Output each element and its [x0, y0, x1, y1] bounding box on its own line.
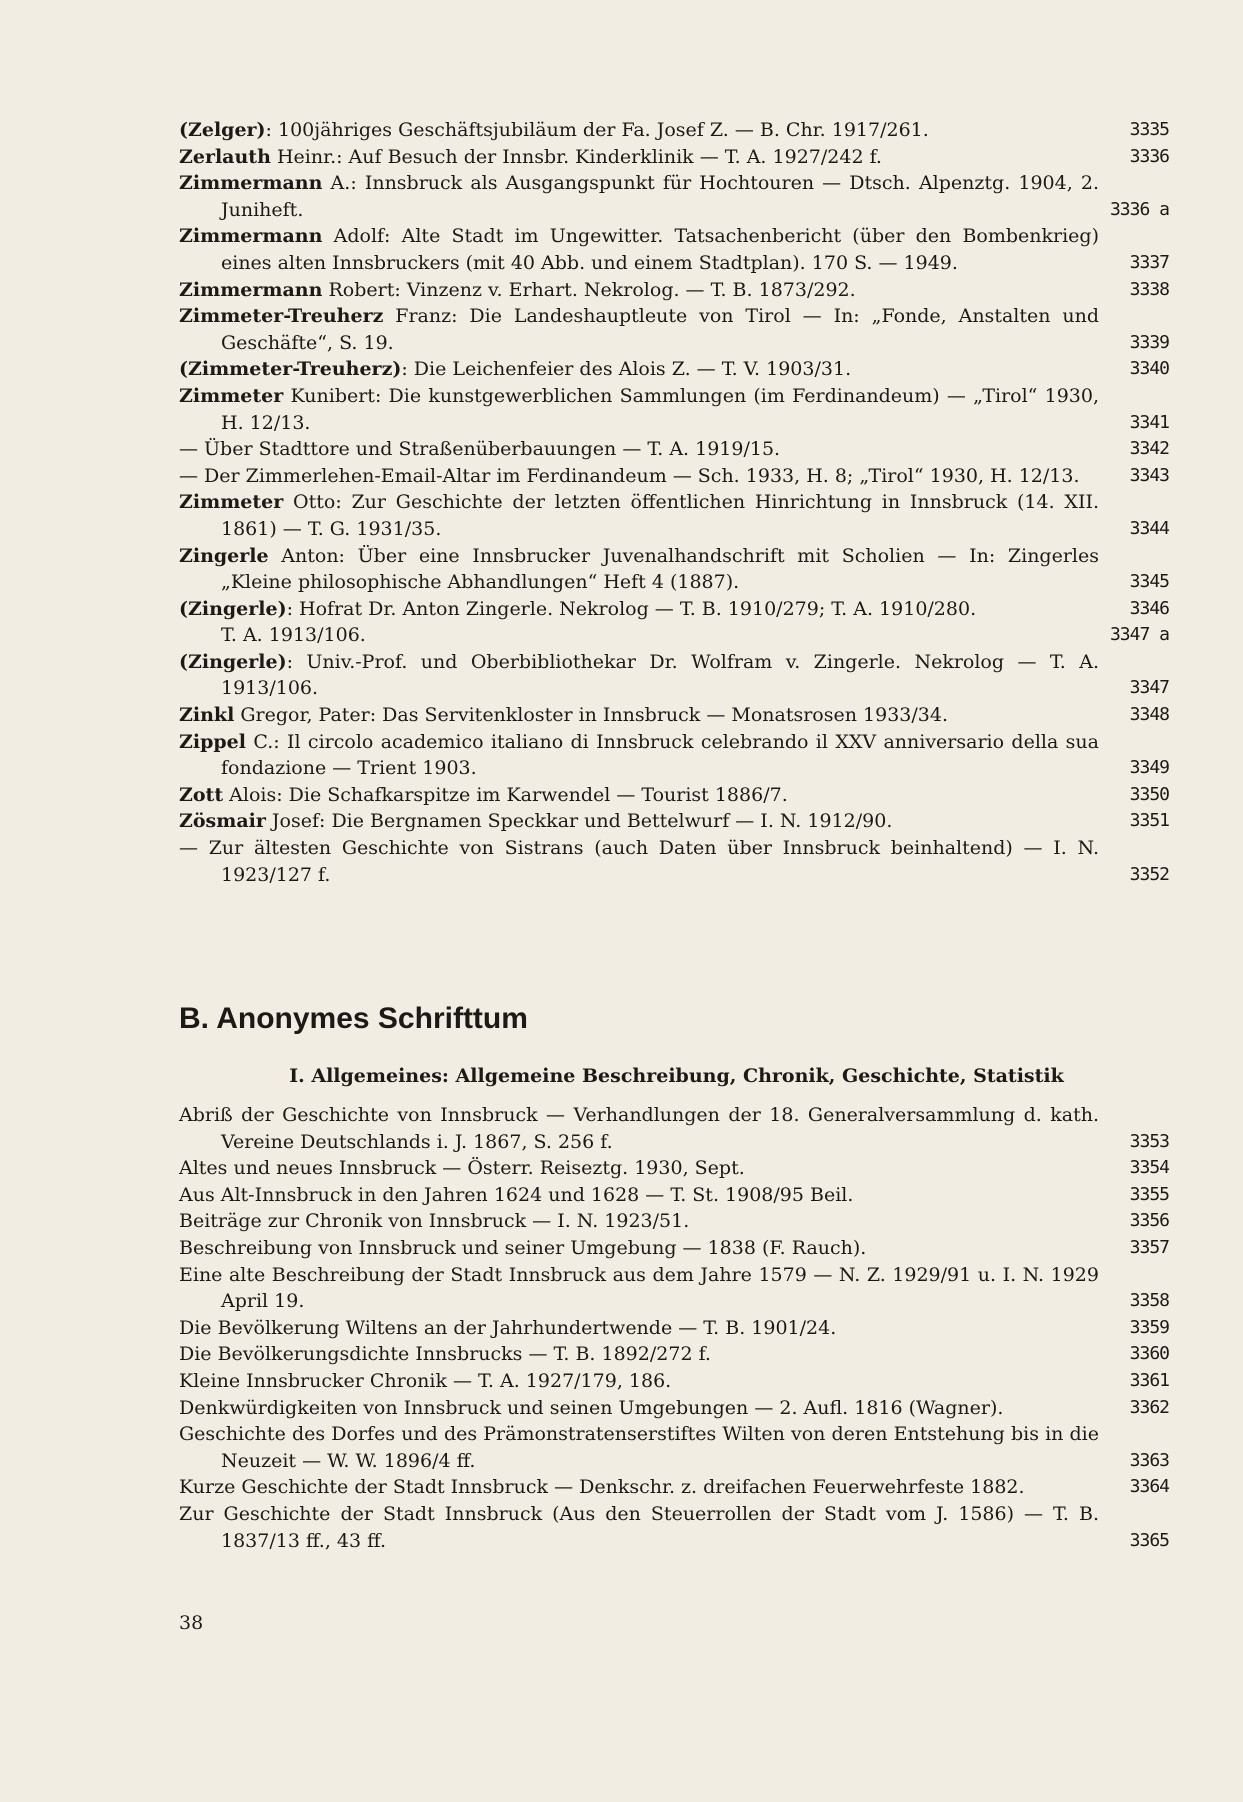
entry-text: Anton: Über eine Innsbrucker Juvenalhandschrift mit Scholien — In: Zingerles „Kleine philosophische Abhandlungen“ Heft 4 (1887).	[221, 544, 1099, 594]
entry-number: 3351	[1129, 810, 1169, 832]
entry-text: Otto: Zur Geschichte der letzten öffentlichen Hinrichtung in Innsbruck (14. XII. 1861) — T. G. 1931/35.	[221, 491, 1099, 540]
bibliography-entry	[179, 436, 1169, 463]
bibliography-entry	[179, 489, 1169, 542]
page-number: 38	[179, 1612, 204, 1634]
entry-text: Die Bevölkerungsdichte Innsbrucks — T. B. 1892/272 f.	[179, 1343, 711, 1366]
entry-author: Zippel	[179, 730, 246, 753]
entry-number: 3362	[1129, 1396, 1169, 1418]
bibliography-entry	[179, 835, 1169, 888]
entry-number: 3340	[1129, 358, 1169, 380]
bibliography-entry	[179, 1368, 1169, 1395]
bibliography-entry	[179, 808, 1169, 835]
entry-number: 3341	[1129, 411, 1169, 433]
entry-number: 3347	[1129, 677, 1169, 699]
entry-number: 3350	[1129, 783, 1169, 805]
entry-text: Eine alte Beschreibung der Stadt Innsbruck aus dem Jahre 1579 — N. Z. 1929/91 u. I. N. 1929 April 19.	[179, 1263, 1099, 1313]
bibliography-entry	[179, 622, 1169, 649]
bibliography-entry	[179, 1501, 1169, 1554]
entry-text: Gregor, Pater: Das Servitenkloster in Innsbruck — Monatsrosen 1933/34.	[234, 704, 948, 727]
bibliography-entry	[179, 782, 1169, 809]
entry-text: : Die Leichenfeier des Alois Z. — T. V. 1903/31.	[401, 358, 852, 381]
bibliography-list-anonymous	[179, 1102, 1169, 1554]
bibliography-list-personal	[179, 117, 1169, 888]
entry-number: 3349	[1129, 757, 1169, 779]
entry-number: 3356	[1129, 1210, 1169, 1232]
entry-number: 3353	[1129, 1130, 1169, 1152]
entry-author: Zimmermann	[179, 278, 323, 301]
entry-text: Kurze Geschichte der Stadt Innsbruck — Denkschr. z. dreifachen Feuerwehrfeste 1882.	[179, 1476, 1025, 1499]
entry-text: : Univ.-Prof. und Oberbibliothekar Dr. Wolfram v. Zingerle. Nekrolog — T. A. 1913/106.	[221, 650, 1099, 700]
entry-text: Altes und neues Innsbruck — Österr. Reiseztg. 1930, Sept.	[179, 1157, 745, 1180]
entry-author: Zimmeter-Treuherz	[179, 305, 384, 328]
entry-text: Josef: Die Bergnamen Speckkar und Bettelwurf — I. N. 1912/90.	[265, 810, 893, 833]
entry-number: 3337	[1129, 251, 1169, 273]
entry-text: Alois: Die Schafkarspitze im Karwendel — Tourist 1886/7.	[223, 783, 788, 806]
entry-text: Beiträge zur Chronik von Innsbruck — I. N. 1923/51.	[179, 1210, 690, 1233]
entry-text: Kunibert: Die kunstgewerblichen Sammlungen (im Ferdinandeum) — „Tirol“ 1930, H. 12/13.	[221, 384, 1099, 434]
entry-text: T. A. 1913/106.	[221, 624, 366, 647]
bibliography-entry	[179, 649, 1169, 702]
entry-author: Zimmermann	[179, 172, 323, 195]
entry-text: Robert: Vinzenz v. Erhart. Nekrolog. — T. B. 1873/292.	[322, 278, 856, 301]
entry-text: A.: Innsbruck als Ausgangspunkt für Hochtouren — Dtsch. Alpenztg. 1904, 2. Juniheft.	[221, 172, 1099, 221]
entry-author: Zingerle	[179, 544, 269, 567]
entry-text: : Hofrat Dr. Anton Zingerle. Nekrolog — T. B. 1910/279; T. A. 1910/280.	[286, 597, 977, 620]
entry-text: — Über Stadttore und Straßenüberbauungen — T. A. 1919/15.	[179, 438, 781, 461]
entry-number: 3359	[1129, 1316, 1169, 1338]
entry-author: Zott	[179, 783, 224, 806]
entry-author: Zösmair	[179, 810, 266, 833]
entry-number: 3364	[1129, 1476, 1169, 1498]
entry-text: Zur Geschichte der Stadt Innsbruck (Aus den Steuerrollen der Stadt vom J. 1586) — T. B. 1837/13 ff., 43 ff.	[179, 1502, 1099, 1552]
entry-author: (Zimmeter-Treuherz)	[179, 358, 402, 381]
bibliography-entry	[179, 1182, 1169, 1209]
entry-author: (Zingerle)	[179, 597, 287, 620]
entry-author: (Zelger)	[179, 119, 266, 141]
bibliography-entry	[179, 1395, 1169, 1422]
bibliography-entry	[179, 223, 1169, 276]
entry-text: Franz: Die Landeshauptleute von Tirol — In: „Fonde, Anstalten und Geschäfte“, S. 19.	[221, 305, 1099, 354]
bibliography-entry	[179, 144, 1169, 171]
entry-text: Abriß der Geschichte von Innsbruck — Verhandlungen der 18. Generalversammlung d. kath. Vereine Deutschlands i. J. 1867, S. 256 f.	[179, 1104, 1099, 1153]
entry-number: 3336	[1129, 145, 1169, 167]
entry-number: 3352	[1129, 863, 1169, 885]
entry-author: Zerlauth	[179, 145, 271, 168]
entry-number: 3357	[1129, 1236, 1169, 1258]
entry-author: Zimmeter	[179, 384, 284, 407]
entry-number: 3365	[1129, 1529, 1169, 1551]
bibliography-entry	[179, 303, 1169, 356]
bibliography-entry	[179, 543, 1169, 596]
entry-number: 3342	[1129, 438, 1169, 460]
entry-author: Zinkl	[179, 704, 235, 727]
entry-number: 3339	[1129, 331, 1169, 353]
entry-text: Kleine Innsbrucker Chronik — T. A. 1927/179, 186.	[179, 1369, 672, 1392]
entry-number: 3354	[1129, 1157, 1169, 1179]
entry-text: Die Bevölkerung Wiltens an der Jahrhundertwende — T. B. 1901/24.	[179, 1316, 837, 1339]
entry-number: 3363	[1129, 1449, 1169, 1471]
entry-text: — Der Zimmerlehen-Email-Altar im Ferdinandeum — Sch. 1933, H. 8; „Tirol“ 1930, H. 12/13.	[179, 464, 1080, 487]
bibliography-entry	[179, 463, 1169, 490]
section-title: B. Anonymes Schrifttum	[179, 1002, 528, 1035]
bibliography-entry	[179, 702, 1169, 729]
entry-number: 3358	[1129, 1290, 1169, 1312]
entry-text: Denkwürdigkeiten von Innsbruck und seinen Umgebungen — 2. Aufl. 1816 (Wagner).	[179, 1396, 1004, 1419]
entry-text: C.: Il circolo academico italiano di Innsbruck celebrando il XXV anniversario della sua fondazione — Trient 1903.	[221, 730, 1099, 780]
entry-number: 3344	[1129, 517, 1169, 539]
bibliography-entry	[179, 1235, 1169, 1262]
bibliography-entry	[179, 1341, 1169, 1368]
entry-text: Geschichte des Dorfes und des Prämonstratenserstiftes Wilten von deren Entstehung bis in die Neuzeit — W. W. 1896/4 ff.	[179, 1423, 1099, 1472]
entry-number: 3343	[1129, 464, 1169, 486]
entry-text: : 100jähriges Geschäftsjubiläum der Fa. Josef Z. — B. Chr. 1917/261.	[265, 119, 929, 141]
bibliography-entry	[179, 596, 1169, 623]
entry-text: Aus Alt-Innsbruck in den Jahren 1624 und 1628 — T. St. 1908/95 Beil.	[179, 1183, 854, 1206]
entry-author: Zimmermann	[179, 225, 323, 248]
entry-text: Beschreibung von Innsbruck und seiner Umgebung — 1838 (F. Rauch).	[179, 1236, 867, 1259]
entry-text: — Zur ältesten Geschichte von Sistrans (auch Daten über Innsbruck beinhaltend) — I. N. 1923/127 f.	[179, 837, 1099, 886]
entry-number: 3360	[1129, 1343, 1169, 1365]
bibliography-entry	[179, 1474, 1169, 1501]
entry-text: Adolf: Alte Stadt im Ungewitter. Tatsachenbericht (über den Bombenkrieg) eines alten Innsbruckers (mit 40 Abb. und einem Stadtplan). 170 S. — 1949.	[221, 225, 1099, 274]
bibliography-entry	[179, 1421, 1169, 1474]
bibliography-entry	[179, 1102, 1169, 1155]
entry-author: (Zingerle)	[179, 650, 287, 673]
bibliography-entry	[179, 1315, 1169, 1342]
entry-number: 3347 a	[1109, 624, 1169, 646]
bibliography-entry	[179, 277, 1169, 304]
entry-number: 3355	[1129, 1183, 1169, 1205]
bibliography-entry	[179, 383, 1169, 436]
bibliography-entry	[179, 1155, 1169, 1182]
entry-text: Heinr.: Auf Besuch der Innsbr. Kinderklinik — T. A. 1927/242 f.	[270, 145, 882, 168]
bibliography-entry	[179, 356, 1169, 383]
bibliography-entry	[179, 117, 1169, 144]
bibliography-entry	[179, 1208, 1169, 1235]
subsection-title: I. Allgemeines: Allgemeine Beschreibung, Chronik, Geschichte, Statistik	[289, 1065, 1064, 1087]
entry-number: 3345	[1129, 571, 1169, 593]
entry-number: 3361	[1129, 1369, 1169, 1391]
entry-number: 3335	[1129, 119, 1169, 140]
bibliography-entry	[179, 729, 1169, 782]
bibliography-entry	[179, 170, 1169, 223]
entry-number: 3336 a	[1109, 198, 1169, 220]
entry-author: Zimmeter	[179, 491, 284, 514]
entry-number: 3348	[1129, 704, 1169, 726]
entry-number: 3346	[1129, 597, 1169, 619]
entry-number: 3338	[1129, 278, 1169, 300]
bibliography-entry	[179, 1262, 1169, 1315]
